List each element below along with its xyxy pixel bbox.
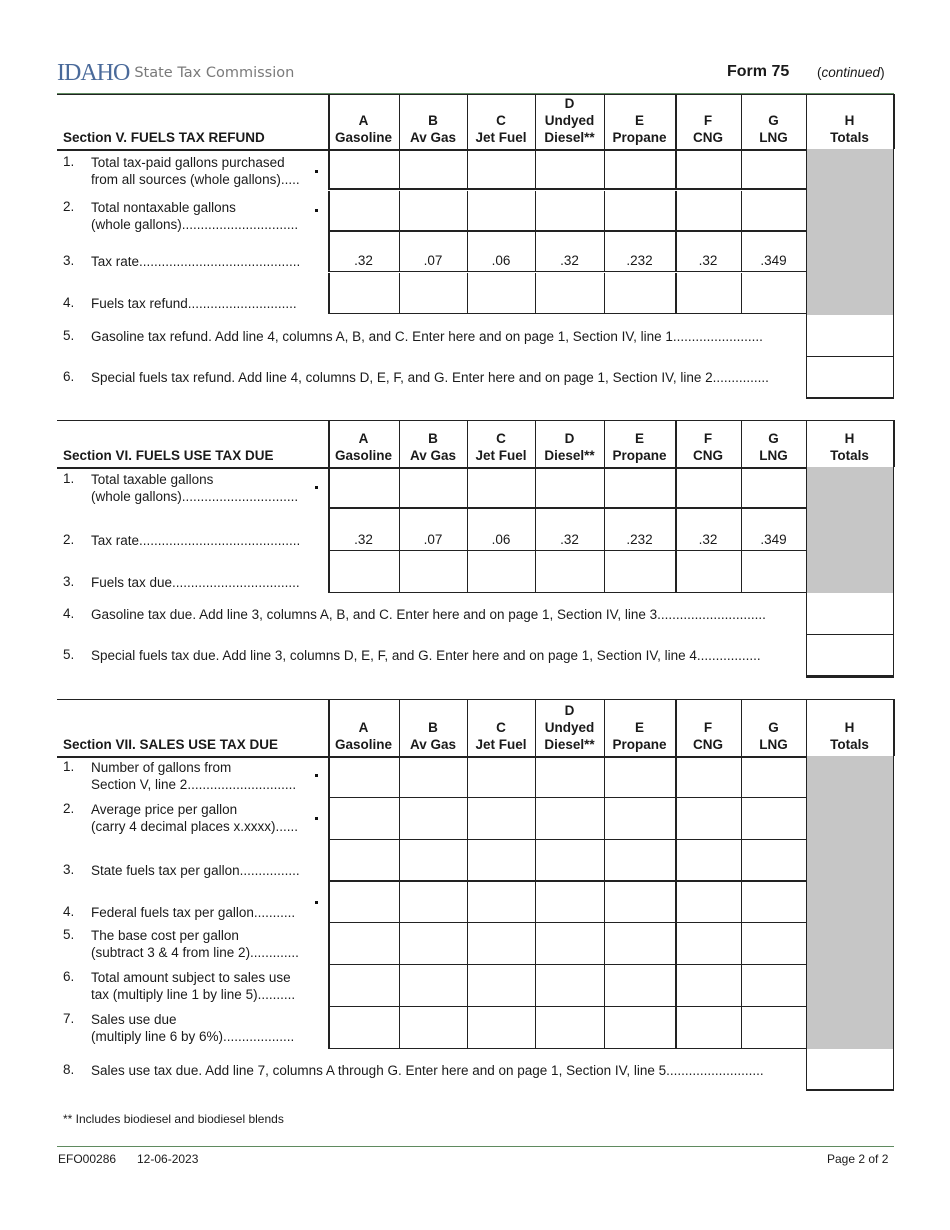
section5-entry-c[interactable] bbox=[467, 191, 535, 232]
section6-line-2-label: Tax rate........................................... bbox=[91, 533, 301, 548]
section7-entry-d[interactable] bbox=[535, 1007, 604, 1049]
section6-line-5-label: Special fuels tax due. Add line 3, columns D, E, F, and G. Enter here and on page 1, Section IV, line 4................. bbox=[91, 648, 761, 663]
column-c-header: C bbox=[496, 720, 506, 735]
section5-line-5-number: 5. bbox=[63, 328, 75, 343]
section7-entry-e[interactable] bbox=[604, 923, 675, 965]
section7-line-3-label: State fuels tax per gallon................ bbox=[91, 863, 300, 878]
section7-entry-g[interactable] bbox=[741, 798, 806, 840]
column-b-header: B bbox=[428, 113, 438, 128]
section7-entry-g[interactable] bbox=[741, 965, 806, 1007]
column-a-header: A bbox=[358, 720, 369, 735]
section6-entry-b[interactable] bbox=[399, 551, 467, 593]
section7-entry-a[interactable] bbox=[328, 881, 399, 923]
section6-line-1-label-2: (whole gallons)............................... bbox=[91, 489, 299, 504]
section7-entry-d[interactable] bbox=[535, 923, 604, 965]
column-d-header: Undyed bbox=[544, 720, 595, 735]
section6-line-2-number: 2. bbox=[63, 532, 75, 547]
section6-tax-rate-a: .32 bbox=[354, 532, 373, 547]
section6-tax-rate-d: .32 bbox=[560, 532, 579, 547]
column-e-header: Propane bbox=[612, 130, 667, 145]
column-d-header: Diesel** bbox=[544, 737, 595, 752]
section5-entry-d[interactable] bbox=[535, 191, 604, 232]
section5-line-5-label: Gasoline tax refund. Add line 4, columns A, B, and C. Enter here and on page 1, Section IV, line 1........................ bbox=[91, 329, 763, 344]
column-h-header: Totals bbox=[830, 737, 869, 752]
section7-entry-d[interactable] bbox=[535, 965, 604, 1007]
section5-line-6-total-box[interactable] bbox=[806, 356, 894, 398]
section6-bottom-rule bbox=[806, 676, 894, 678]
section7-entry-f[interactable] bbox=[675, 923, 741, 965]
section7-entry-d[interactable] bbox=[535, 798, 604, 840]
section7-line-8-number: 8. bbox=[63, 1061, 75, 1077]
section6-tax-rate-c: .06 bbox=[491, 532, 511, 547]
section7-entry-g[interactable] bbox=[741, 840, 806, 882]
section5-entry-a[interactable] bbox=[328, 149, 399, 190]
column-f-header: F bbox=[703, 113, 713, 128]
column-b-header: Av Gas bbox=[409, 737, 457, 752]
column-a-header: Gasoline bbox=[334, 737, 393, 752]
section6-tax-rate-e: .232 bbox=[626, 532, 653, 547]
section5-entry-g[interactable] bbox=[741, 191, 806, 232]
column-a-header: A bbox=[358, 431, 369, 446]
section5-entry-b[interactable] bbox=[399, 191, 467, 232]
section6-line-3-label: Fuels tax due.................................. bbox=[91, 575, 300, 590]
section5-line-4-label: Fuels tax refund............................. bbox=[91, 296, 297, 311]
section6-entry-c[interactable] bbox=[467, 551, 535, 593]
form-id: EFO00286 bbox=[58, 1152, 117, 1166]
section7-line-6-label: Total amount subject to sales use bbox=[91, 970, 291, 985]
section5-entry-d[interactable] bbox=[535, 149, 604, 190]
section5-totals-left-border bbox=[806, 149, 807, 315]
section6-entry-d[interactable] bbox=[535, 551, 604, 593]
section7-line-5-label: The base cost per gallon bbox=[91, 928, 239, 943]
column-b-header: B bbox=[428, 431, 438, 446]
column-h-header: H bbox=[844, 113, 855, 128]
section-vi-title: Section VI. FUELS USE TAX DUE bbox=[63, 448, 274, 463]
column-g-header: LNG bbox=[759, 130, 788, 145]
section7-line-6-number: 6. bbox=[63, 969, 75, 984]
column-e-header: Propane bbox=[612, 448, 667, 463]
section5-entry-f[interactable] bbox=[675, 191, 741, 232]
logo-text: State Tax Commission bbox=[134, 65, 295, 81]
section7-entry-b[interactable] bbox=[399, 881, 467, 923]
section6-entry-c[interactable] bbox=[467, 467, 535, 509]
revision-date: 12-06-2023 bbox=[137, 1152, 199, 1166]
section6-line-4-total-box[interactable] bbox=[806, 593, 894, 635]
section7-line-2-label: Average price per gallon bbox=[91, 802, 238, 817]
column-b-header: Av Gas bbox=[409, 448, 457, 463]
section7-line-1-label-2: Section V, line 2............................. bbox=[91, 777, 297, 792]
section5-entry-a[interactable] bbox=[328, 191, 399, 232]
section7-line-7-label: Sales use due bbox=[91, 1012, 177, 1027]
section6-totals-left-border bbox=[806, 467, 807, 593]
section7-entry-a[interactable] bbox=[328, 840, 399, 882]
section6-tax-rate-b: .07 bbox=[423, 532, 443, 547]
column-h-header: H bbox=[844, 720, 855, 735]
section5-entry-b[interactable] bbox=[399, 149, 467, 190]
section5-line-6-number: 6. bbox=[63, 369, 75, 384]
section5-entry-g[interactable] bbox=[741, 273, 806, 314]
section5-tax-rate-c: .06 bbox=[491, 253, 511, 268]
entry-marker-icon bbox=[315, 170, 318, 173]
section5-bottom-rule bbox=[806, 397, 894, 399]
section5-entry-e[interactable] bbox=[604, 191, 675, 232]
section5-totals-shaded bbox=[807, 149, 893, 315]
section6-entry-g[interactable] bbox=[741, 551, 806, 593]
section7-entry-g[interactable] bbox=[741, 1007, 806, 1049]
section7-top-rule bbox=[57, 699, 894, 700]
section6-line-5-number: 5. bbox=[63, 647, 75, 662]
column-e-header: E bbox=[634, 431, 644, 446]
section7-header-divider bbox=[893, 699, 895, 756]
column-c-header: Jet Fuel bbox=[475, 130, 527, 145]
section5-top-rule bbox=[57, 94, 894, 95]
section5-header-divider bbox=[893, 94, 895, 149]
section-vii-title: Section VII. SALES USE TAX DUE bbox=[63, 737, 279, 752]
column-d-header: Diesel** bbox=[544, 130, 595, 145]
section7-title-rule bbox=[57, 756, 328, 758]
section6-totals-right-border bbox=[893, 467, 894, 593]
column-d-header: D bbox=[564, 703, 575, 718]
section6-tax-rate-g: .349 bbox=[760, 532, 787, 547]
section7-entry-a[interactable] bbox=[328, 1007, 399, 1049]
column-b-header: B bbox=[428, 720, 438, 735]
section6-tax-rate-f: .32 bbox=[698, 532, 718, 547]
section7-line-2-label-2: (carry 4 decimal places x.xxxx)...... bbox=[91, 819, 299, 834]
section6-entry-b[interactable] bbox=[399, 467, 467, 509]
section5-tax-rate-b: .07 bbox=[423, 253, 443, 268]
column-b-header: Av Gas bbox=[409, 130, 457, 145]
section5-line-3-label: Tax rate........................................... bbox=[91, 254, 301, 269]
section7-entry-f[interactable] bbox=[675, 840, 741, 882]
section6-top-rule bbox=[57, 420, 894, 421]
section7-entry-c[interactable] bbox=[467, 756, 535, 798]
column-f-header: F bbox=[703, 431, 713, 446]
section7-totals-right-border bbox=[893, 756, 894, 1049]
section5-line-2-number: 2. bbox=[63, 199, 75, 214]
section7-entry-b[interactable] bbox=[399, 965, 467, 1007]
column-c-header: Jet Fuel bbox=[475, 448, 527, 463]
section7-entry-e[interactable] bbox=[604, 1007, 675, 1049]
section6-entry-d[interactable] bbox=[535, 467, 604, 509]
section5-line-2-label-2: (whole gallons)............................... bbox=[91, 217, 299, 232]
section5-entry-d[interactable] bbox=[535, 273, 604, 314]
section7-entry-e[interactable] bbox=[604, 965, 675, 1007]
section5-entry-a[interactable] bbox=[328, 273, 399, 314]
column-e-header: E bbox=[634, 113, 644, 128]
column-g-header: G bbox=[768, 720, 779, 735]
section7-entry-b[interactable] bbox=[399, 1007, 467, 1049]
section5-line-5-total-box[interactable] bbox=[806, 315, 894, 357]
entry-marker-icon bbox=[315, 817, 318, 820]
section7-entry-c[interactable] bbox=[467, 840, 535, 882]
section5-tax-rate-g: .349 bbox=[760, 253, 787, 268]
section5-tax-rate-e: .232 bbox=[626, 253, 653, 268]
section7-entry-b[interactable] bbox=[399, 798, 467, 840]
section5-entry-b[interactable] bbox=[399, 273, 467, 314]
column-f-header: CNG bbox=[693, 130, 723, 145]
section7-line-7-label-2: (multiply line 6 by 6%)................... bbox=[91, 1029, 295, 1044]
column-g-header: G bbox=[768, 431, 779, 446]
section7-entry-a[interactable] bbox=[328, 923, 399, 965]
column-a-header: A bbox=[358, 113, 369, 128]
section5-totals-right-border bbox=[893, 149, 894, 315]
section7-entry-f[interactable] bbox=[675, 1007, 741, 1049]
section7-entry-e[interactable] bbox=[604, 756, 675, 798]
section7-entry-a[interactable] bbox=[328, 798, 399, 840]
section5-entry-e[interactable] bbox=[604, 149, 675, 190]
column-d-header: Diesel** bbox=[544, 448, 595, 463]
logo-mark: IDAHO bbox=[57, 59, 130, 86]
section5-entry-f[interactable] bbox=[675, 149, 741, 190]
column-h-header: Totals bbox=[830, 130, 869, 145]
section7-entry-c[interactable] bbox=[467, 965, 535, 1007]
column-g-header: LNG bbox=[759, 737, 788, 752]
column-g-header: G bbox=[768, 113, 779, 128]
section7-entry-g[interactable] bbox=[741, 756, 806, 798]
column-d-header: D bbox=[564, 431, 575, 446]
section7-line-5-label-2: (subtract 3 & 4 from line 2)............. bbox=[91, 945, 299, 960]
entry-marker-icon bbox=[315, 486, 318, 489]
section6-entry-e[interactable] bbox=[604, 467, 675, 509]
section7-line-4-number: 4. bbox=[63, 904, 75, 919]
section6-totals-shaded bbox=[807, 467, 893, 593]
section7-entry-c[interactable] bbox=[467, 881, 535, 923]
column-c-header: C bbox=[496, 431, 506, 446]
section7-bottom-rule bbox=[806, 1089, 894, 1091]
column-h-header: Totals bbox=[830, 448, 869, 463]
entry-marker-icon bbox=[315, 209, 318, 212]
section7-entry-b[interactable] bbox=[399, 840, 467, 882]
form-title: Form 75 bbox=[727, 63, 790, 80]
section5-line-3-number: 3. bbox=[63, 253, 75, 268]
column-f-header: CNG bbox=[693, 737, 723, 752]
section5-line-1-label: Total tax-paid gallons purchased bbox=[91, 155, 285, 170]
section6-entry-e[interactable] bbox=[604, 551, 675, 593]
column-f-header: CNG bbox=[693, 448, 723, 463]
column-g-header: LNG bbox=[759, 448, 788, 463]
section7-entry-d[interactable] bbox=[535, 881, 604, 923]
column-a-header: Gasoline bbox=[334, 448, 393, 463]
section7-entry-a[interactable] bbox=[328, 965, 399, 1007]
section7-entry-c[interactable] bbox=[467, 923, 535, 965]
section5-entry-e[interactable] bbox=[604, 273, 675, 314]
section7-entry-c[interactable] bbox=[467, 798, 535, 840]
idaho-state-tax-commission-logo bbox=[57, 61, 294, 85]
continued-label: (continued) bbox=[817, 65, 885, 80]
section7-entry-f[interactable] bbox=[675, 881, 741, 923]
section7-entry-d[interactable] bbox=[535, 840, 604, 882]
section7-line-2-number: 2. bbox=[63, 801, 75, 816]
section5-tax-rate-d: .32 bbox=[560, 253, 579, 268]
section7-entry-e[interactable] bbox=[604, 840, 675, 882]
section5-entry-g[interactable] bbox=[741, 149, 806, 190]
section7-line-1-number: 1. bbox=[63, 759, 75, 774]
section7-entry-e[interactable] bbox=[604, 798, 675, 840]
footer-rule bbox=[57, 1146, 894, 1147]
section7-entry-b[interactable] bbox=[399, 923, 467, 965]
section6-entry-f[interactable] bbox=[675, 467, 741, 509]
section6-line-1-label: Total taxable gallons bbox=[91, 472, 214, 487]
section6-line-1-number: 1. bbox=[63, 471, 75, 486]
section5-entry-c[interactable] bbox=[467, 273, 535, 314]
section6-line-5-total-box[interactable] bbox=[806, 634, 894, 676]
entry-marker-icon bbox=[315, 774, 318, 777]
column-c-header: C bbox=[496, 113, 506, 128]
section7-line-6-label-2: tax (multiply line 1 by line 5).......... bbox=[91, 987, 296, 1002]
column-c-header: Jet Fuel bbox=[475, 737, 527, 752]
section7-line-1-label: Number of gallons from bbox=[91, 760, 232, 775]
section5-entry-f[interactable] bbox=[675, 273, 741, 314]
section5-line-1-number: 1. bbox=[63, 154, 75, 169]
column-d-header: Undyed bbox=[544, 113, 595, 128]
section6-entry-f[interactable] bbox=[675, 551, 741, 593]
footnote: ** Includes biodiesel and biodiesel blends bbox=[63, 1112, 284, 1126]
section6-entry-a[interactable] bbox=[328, 467, 399, 509]
section7-line-5-number: 5. bbox=[63, 927, 75, 942]
section7-entry-g[interactable] bbox=[741, 881, 806, 923]
section7-line-8-label: Sales use tax due. Add line 7, columns A through G. Enter here and on page 1, Section IV, line 5.......................... bbox=[91, 1062, 764, 1078]
column-e-header: E bbox=[634, 720, 644, 735]
section5-line-4-number: 4. bbox=[63, 295, 75, 310]
section5-line-1-label-2: from all sources (whole gallons)..... bbox=[91, 172, 300, 187]
section7-entry-b[interactable] bbox=[399, 756, 467, 798]
section7-entry-d[interactable] bbox=[535, 756, 604, 798]
section6-title-rule bbox=[57, 467, 328, 469]
section7-entry-c[interactable] bbox=[467, 1007, 535, 1049]
section-v-title: Section V. FUELS TAX REFUND bbox=[63, 130, 265, 145]
column-h-header: H bbox=[844, 431, 855, 446]
column-d-header: D bbox=[564, 96, 575, 111]
column-e-header: Propane bbox=[612, 737, 667, 752]
section5-tax-rate-f: .32 bbox=[698, 253, 718, 268]
section7-entry-f[interactable] bbox=[675, 798, 741, 840]
section6-header-divider bbox=[893, 420, 895, 467]
section7-entry-e[interactable] bbox=[604, 881, 675, 923]
column-a-header: Gasoline bbox=[334, 130, 393, 145]
section7-line-8-total-box[interactable] bbox=[806, 1049, 894, 1090]
section7-entry-f[interactable] bbox=[675, 756, 741, 798]
section7-totals-left-border bbox=[806, 756, 807, 1049]
section5-tax-rate-a: .32 bbox=[354, 253, 373, 268]
section6-line-4-label: Gasoline tax due. Add line 3, columns A, B, and C. Enter here and on page 1, Section IV, line 3............................. bbox=[91, 607, 766, 622]
section5-title-rule bbox=[57, 149, 328, 151]
section7-line-3-number: 3. bbox=[63, 862, 75, 877]
section5-line-2-label: Total nontaxable gallons bbox=[91, 200, 236, 215]
section7-entry-g[interactable] bbox=[741, 923, 806, 965]
section7-line-7-number: 7. bbox=[63, 1011, 75, 1026]
section6-line-4-number: 4. bbox=[63, 606, 75, 621]
section5-line-6-label: Special fuels tax refund. Add line 4, columns D, E, F, and G. Enter here and on page 1, Section IV, line 2............... bbox=[91, 370, 769, 385]
section7-line-4-label: Federal fuels tax per gallon........... bbox=[91, 905, 296, 920]
column-f-header: F bbox=[703, 720, 713, 735]
entry-marker-icon bbox=[315, 901, 318, 904]
section7-totals-shaded bbox=[807, 756, 893, 1049]
section6-line-3-number: 3. bbox=[63, 574, 75, 589]
section6-entry-g[interactable] bbox=[741, 467, 806, 509]
section6-entry-a[interactable] bbox=[328, 551, 399, 593]
section7-entry-f[interactable] bbox=[675, 965, 741, 1007]
page-number: Page 2 of 2 bbox=[827, 1152, 889, 1166]
section5-entry-c[interactable] bbox=[467, 149, 535, 190]
section7-entry-a[interactable] bbox=[328, 756, 399, 798]
